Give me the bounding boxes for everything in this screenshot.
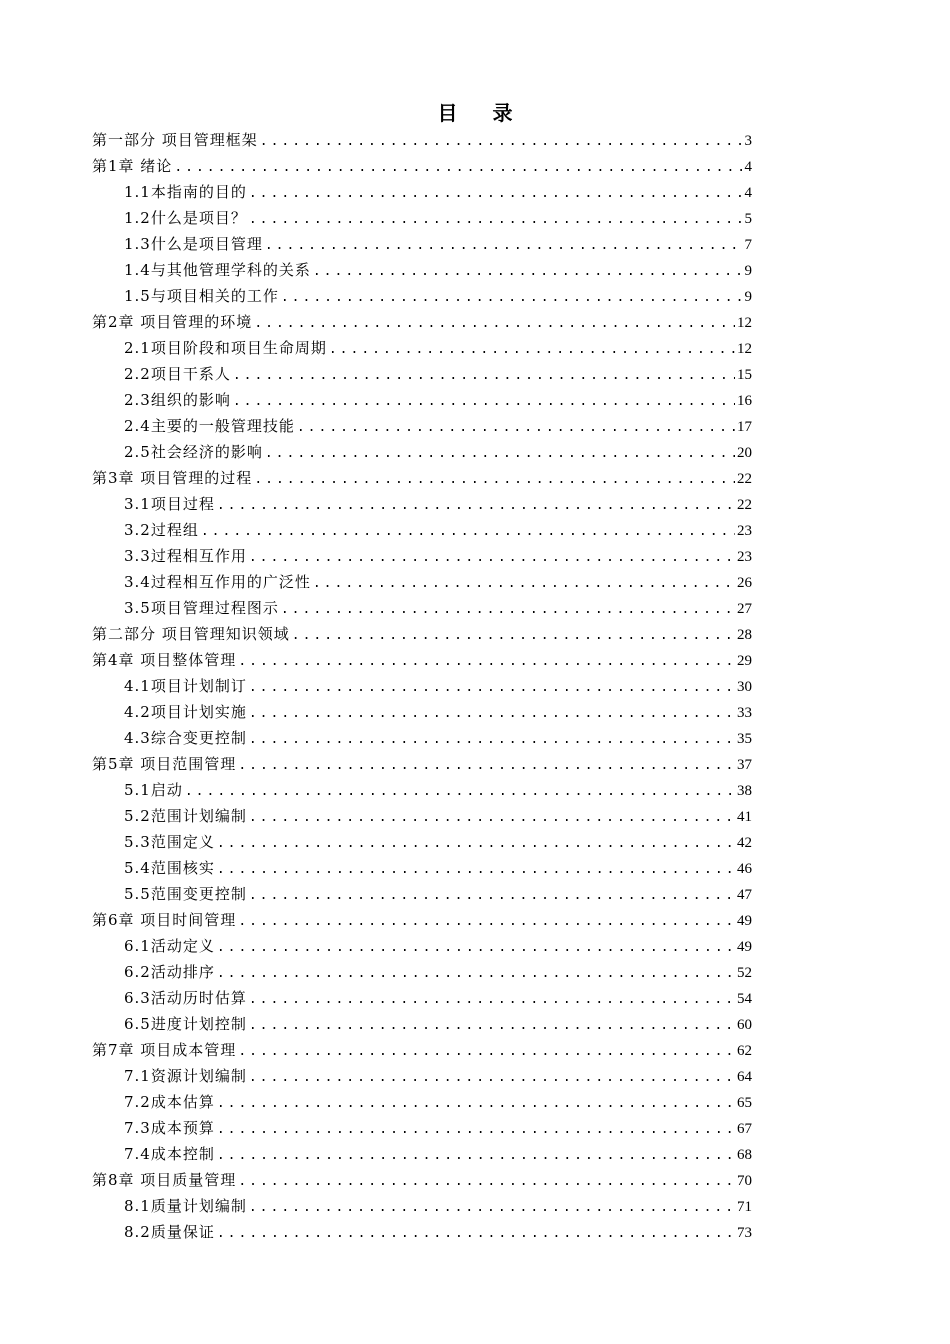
- toc-dot-leader: [313, 259, 743, 285]
- toc-dot-leader: [238, 909, 735, 935]
- toc-entry-subsection[interactable]: [92, 1219, 752, 1245]
- toc-entry-page-number: 9: [744, 263, 752, 279]
- toc-entry-label: 第8章 项目质量管理: [92, 1171, 237, 1189]
- toc-entry-page-number: 29: [737, 653, 752, 669]
- toc-entry-label: 第7章 项目成本管理: [92, 1041, 237, 1059]
- toc-dot-leader: [217, 857, 735, 883]
- toc-entry-subsection[interactable]: [92, 933, 752, 959]
- toc-entry-subsection[interactable]: [92, 1011, 752, 1037]
- toc-entry-subsection[interactable]: [92, 205, 752, 231]
- toc-dot-leader: [233, 363, 735, 389]
- toc-entry-page-number: 9: [744, 289, 752, 305]
- toc-entry-page-number: 12: [737, 341, 752, 357]
- toc-entry-page-number: 26: [737, 575, 752, 591]
- toc-entry-section[interactable]: [92, 621, 752, 647]
- toc-entry-subsection[interactable]: [92, 439, 752, 465]
- toc-entry-label: 1.1本指南的目的: [124, 183, 247, 201]
- toc-entry-section[interactable]: [92, 907, 752, 933]
- toc-entry-label: 3.1项目过程: [124, 495, 215, 513]
- toc-dot-leader: [254, 467, 735, 493]
- toc-entry-label: 4.2项目计划实施: [124, 703, 247, 721]
- toc-dot-leader: [217, 961, 735, 987]
- toc-entry-page-number: 22: [737, 471, 752, 487]
- toc-dot-leader: [249, 701, 735, 727]
- toc-entry-label: 3.4过程相互作用的广泛性: [124, 573, 311, 591]
- toc-entry-page-number: 22: [737, 497, 752, 513]
- toc-entry-label: 4.1项目计划制订: [124, 677, 247, 695]
- toc-entry-label: 7.1资源计划编制: [124, 1067, 247, 1085]
- toc-dot-leader: [281, 597, 735, 623]
- toc-entry-section[interactable]: [92, 751, 752, 777]
- toc-entry-label: 第3章 项目管理的过程: [92, 469, 253, 487]
- toc-dot-leader: [238, 753, 735, 779]
- toc-entry-label: 7.2成本估算: [124, 1093, 215, 1111]
- toc-dot-leader: [249, 727, 735, 753]
- toc-entry-section[interactable]: [92, 127, 752, 153]
- toc-entry-section[interactable]: [92, 1037, 752, 1063]
- toc-dot-leader: [217, 1221, 735, 1247]
- toc-entry-page-number: 42: [737, 835, 752, 851]
- toc-entry-subsection[interactable]: [92, 1089, 752, 1115]
- toc-dot-leader: [249, 181, 743, 207]
- toc-entry-subsection[interactable]: [92, 1141, 752, 1167]
- toc-dot-leader: [260, 129, 743, 155]
- toc-entry-page-number: 3: [744, 133, 752, 149]
- toc-entry-label: 5.3范围定义: [124, 833, 215, 851]
- toc-dot-leader: [249, 1065, 735, 1091]
- toc-entry-subsection[interactable]: [92, 829, 752, 855]
- toc-entry-label: 5.4范围核实: [124, 859, 215, 877]
- toc-title: 目 录: [437, 101, 527, 125]
- toc-entry-subsection[interactable]: [92, 881, 752, 907]
- toc-entry-label: 第二部分 项目管理知识领域: [92, 625, 290, 643]
- toc-entry-subsection[interactable]: [92, 413, 752, 439]
- toc-dot-leader: [217, 1117, 735, 1143]
- toc-dot-leader: [249, 545, 735, 571]
- toc-entry-page-number: 67: [737, 1121, 752, 1137]
- toc-dot-leader: [249, 1013, 735, 1039]
- toc-entry-page-number: 15: [737, 367, 752, 383]
- toc-entry-subsection[interactable]: [92, 257, 752, 283]
- toc-entry-label: 5.1启动: [124, 781, 183, 799]
- toc-entry-page-number: 73: [737, 1225, 752, 1241]
- toc-dot-leader: [249, 207, 743, 233]
- toc-entry-page-number: 46: [737, 861, 752, 877]
- toc-entry-label: 6.1活动定义: [124, 937, 215, 955]
- toc-entry-page-number: 41: [737, 809, 752, 825]
- toc-entry-label: 1.2什么是项目？: [124, 209, 247, 227]
- toc-entry-label: 3.2过程组: [124, 521, 199, 539]
- toc-entry-subsection[interactable]: [92, 673, 752, 699]
- toc-dot-leader: [217, 935, 735, 961]
- toc-entry-section[interactable]: [92, 647, 752, 673]
- toc-entry-label: 1.4与其他管理学科的关系: [124, 261, 311, 279]
- toc-entry-label: 第1章 绪论: [92, 157, 173, 175]
- toc-entry-subsection[interactable]: [92, 595, 752, 621]
- toc-entry-page-number: 17: [737, 419, 752, 435]
- toc-entry-label: 6.3活动历时估算: [124, 989, 247, 1007]
- toc-dot-leader: [217, 493, 735, 519]
- toc-entry-page-number: 4: [744, 159, 752, 175]
- toc-entry-page-number: 70: [737, 1173, 752, 1189]
- toc-entry-label: 6.5进度计划控制: [124, 1015, 247, 1033]
- toc-entry-page-number: 30: [737, 679, 752, 695]
- toc-entry-page-number: 38: [737, 783, 752, 799]
- toc-entry-subsection[interactable]: [92, 985, 752, 1011]
- toc-entry-label: 3.5项目管理过程图示: [124, 599, 279, 617]
- toc-entry-section[interactable]: [92, 153, 752, 179]
- toc-dot-leader: [292, 623, 735, 649]
- toc-entry-page-number: 23: [737, 549, 752, 565]
- toc-dot-leader: [185, 779, 735, 805]
- toc-entry-label: 8.1质量计划编制: [124, 1197, 247, 1215]
- toc-entry-page-number: 4: [744, 185, 752, 201]
- toc-dot-leader: [238, 1039, 735, 1065]
- toc-entry-subsection[interactable]: [92, 1115, 752, 1141]
- toc-entry-subsection[interactable]: [92, 491, 752, 517]
- toc-entry-subsection[interactable]: [92, 699, 752, 725]
- toc-dot-leader: [329, 337, 735, 363]
- toc-dot-leader: [238, 649, 735, 675]
- toc-entry-page-number: 35: [737, 731, 752, 747]
- toc-dot-leader: [249, 675, 735, 701]
- toc-entry-page-number: 54: [737, 991, 752, 1007]
- toc-entry-page-number: 28: [737, 627, 752, 643]
- toc-entry-label: 第5章 项目范围管理: [92, 755, 237, 773]
- toc-entry-label: 2.2项目干系人: [124, 365, 231, 383]
- toc-dot-leader: [201, 519, 735, 545]
- toc-entry-subsection[interactable]: [92, 543, 752, 569]
- toc-entry-subsection[interactable]: [92, 803, 752, 829]
- toc-entry-subsection[interactable]: [92, 387, 752, 413]
- toc-dot-leader: [265, 233, 743, 259]
- toc-entry-page-number: 5: [744, 211, 752, 227]
- toc-dot-leader: [249, 1195, 735, 1221]
- toc-entry-label: 第2章 项目管理的环境: [92, 313, 253, 331]
- toc-entry-page-number: 49: [737, 939, 752, 955]
- toc-dot-leader: [249, 987, 735, 1013]
- toc-entry-page-number: 49: [737, 913, 752, 929]
- toc-entry-label: 8.2质量保证: [124, 1223, 215, 1241]
- toc-dot-leader: [297, 415, 735, 441]
- toc-entry-label: 4.3综合变更控制: [124, 729, 247, 747]
- toc-entry-page-number: 27: [737, 601, 752, 617]
- toc-entry-page-number: 20: [737, 445, 752, 461]
- toc-dot-leader: [254, 311, 735, 337]
- toc-entry-subsection[interactable]: [92, 777, 752, 803]
- toc-entry-subsection[interactable]: [92, 1193, 752, 1219]
- toc-entry-subsection[interactable]: [92, 959, 752, 985]
- toc-entry-subsection[interactable]: [92, 725, 752, 751]
- toc-dot-leader: [217, 1143, 735, 1169]
- toc-entry-page-number: 7: [744, 237, 752, 253]
- toc-entry-page-number: 68: [737, 1147, 752, 1163]
- toc-entry-label: 5.5范围变更控制: [124, 885, 247, 903]
- toc-dot-leader: [249, 883, 735, 909]
- toc-entry-label: 2.3组织的影响: [124, 391, 231, 409]
- toc-dot-leader: [238, 1169, 735, 1195]
- toc-entry-section[interactable]: [92, 1167, 752, 1193]
- toc-dot-leader: [217, 831, 735, 857]
- toc-entry-label: 第一部分 项目管理框架: [92, 131, 258, 149]
- toc-entry-subsection[interactable]: [92, 855, 752, 881]
- toc-list: [92, 127, 752, 1245]
- toc-entry-subsection[interactable]: [92, 361, 752, 387]
- toc-entry-subsection[interactable]: [92, 179, 752, 205]
- toc-entry-label: 5.2范围计划编制: [124, 807, 247, 825]
- toc-entry-page-number: 47: [737, 887, 752, 903]
- toc-entry-page-number: 16: [737, 393, 752, 409]
- toc-entry-subsection[interactable]: [92, 569, 752, 595]
- toc-entry-page-number: 23: [737, 523, 752, 539]
- toc-entry-page-number: 71: [737, 1199, 752, 1215]
- toc-entry-page-number: 60: [737, 1017, 752, 1033]
- toc-entry-subsection[interactable]: [92, 1063, 752, 1089]
- toc-entry-subsection[interactable]: [92, 283, 752, 309]
- toc-dot-leader: [233, 389, 735, 415]
- toc-entry-label: 6.2活动排序: [124, 963, 215, 981]
- toc-entry-page-number: 65: [737, 1095, 752, 1111]
- toc-entry-label: 第4章 项目整体管理: [92, 651, 237, 669]
- toc-entry-page-number: 37: [737, 757, 752, 773]
- toc-dot-leader: [249, 805, 735, 831]
- toc-entry-section[interactable]: [92, 465, 752, 491]
- toc-dot-leader: [174, 155, 742, 181]
- toc-entry-label: 7.4成本控制: [124, 1145, 215, 1163]
- toc-entry-label: 3.3过程相互作用: [124, 547, 247, 565]
- toc-entry-section[interactable]: [92, 309, 752, 335]
- toc-entry-label: 7.3成本预算: [124, 1119, 215, 1137]
- toc-entry-page-number: 52: [737, 965, 752, 981]
- toc-dot-leader: [265, 441, 735, 467]
- toc-dot-leader: [281, 285, 743, 311]
- toc-entry-page-number: 62: [737, 1043, 752, 1059]
- toc-entry-page-number: 64: [737, 1069, 752, 1085]
- toc-entry-subsection[interactable]: [92, 335, 752, 361]
- toc-entry-label: 1.5与项目相关的工作: [124, 287, 279, 305]
- toc-entry-label: 2.1项目阶段和项目生命周期: [124, 339, 327, 357]
- toc-entry-label: 2.5社会经济的影响: [124, 443, 263, 461]
- toc-entry-label: 第6章 项目时间管理: [92, 911, 237, 929]
- toc-entry-page-number: 33: [737, 705, 752, 721]
- toc-dot-leader: [313, 571, 735, 597]
- toc-entry-label: 1.3什么是项目管理: [124, 235, 263, 253]
- toc-entry-subsection[interactable]: [92, 517, 752, 543]
- toc-dot-leader: [217, 1091, 735, 1117]
- toc-entry-page-number: 12: [737, 315, 752, 331]
- toc-entry-label: 2.4主要的一般管理技能: [124, 417, 295, 435]
- toc-entry-subsection[interactable]: [92, 231, 752, 257]
